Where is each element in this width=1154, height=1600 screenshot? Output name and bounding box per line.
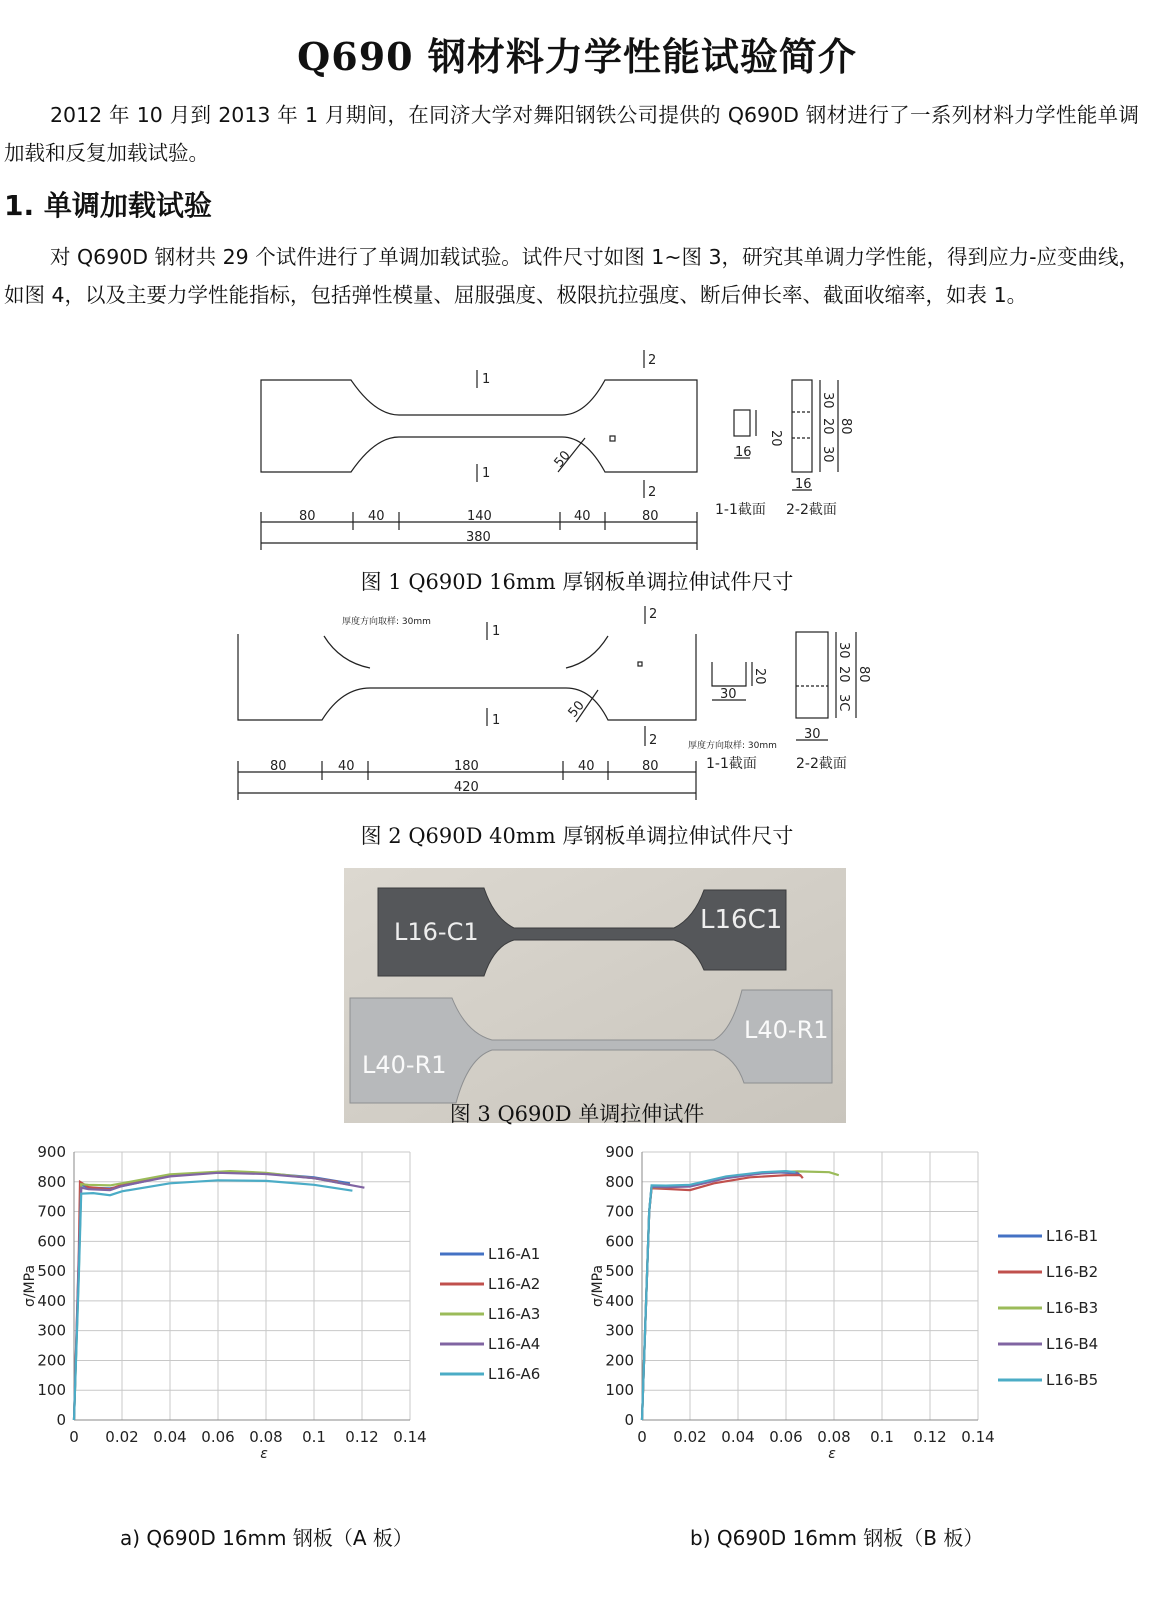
fig1-sec2-label: 2-2截面 xyxy=(786,502,837,518)
legend-label: L16-A2 xyxy=(488,1275,541,1293)
x-tick-label: 0.06 xyxy=(201,1428,235,1446)
x-tick-label: 0.1 xyxy=(870,1428,894,1446)
fig2-sec2-h: 3C xyxy=(836,694,851,712)
fig2-note-2: 厚度方向取样: 30mm xyxy=(688,741,777,751)
figure-1-caption: 图 1 Q690D 16mm 厚钢板单调拉伸试件尺寸 xyxy=(360,570,794,594)
fig1-sec2-h: 30 xyxy=(820,392,835,409)
x-tick-label: 0.08 xyxy=(249,1428,283,1446)
photo-label: L40-R1 xyxy=(744,1016,829,1044)
y-tick-label: 0 xyxy=(624,1411,634,1429)
figure-1-drawing xyxy=(250,350,900,560)
photo-label: L40-R1 xyxy=(362,1051,447,1079)
series-line xyxy=(74,1173,364,1420)
y-tick-label: 0 xyxy=(56,1411,66,1429)
y-tick-label: 500 xyxy=(605,1262,634,1281)
y-tick-label: 100 xyxy=(605,1381,634,1400)
stress-strain-chart-b xyxy=(578,1140,1138,1510)
y-tick-label: 200 xyxy=(605,1351,634,1370)
fig2-dim: 80 xyxy=(642,759,659,774)
fig1-dim: 80 xyxy=(299,509,316,524)
series-line xyxy=(74,1180,352,1420)
y-tick-label: 500 xyxy=(37,1262,66,1281)
legend-label: L16-B5 xyxy=(1046,1371,1099,1389)
series-line xyxy=(642,1171,839,1420)
intro-paragraph: 2012 年 10 月到 2013 年 1 月期间，在同济大学对舞阳钢铁公司提供的 Q690D 钢材进行了一系列材料力学性能单调加载和反复加载试验。 xyxy=(4,103,1139,165)
x-tick-label: 0.06 xyxy=(769,1428,803,1446)
y-tick-label: 800 xyxy=(605,1172,634,1191)
x-tick-label: 0.14 xyxy=(393,1428,427,1446)
legend-label: L16-A4 xyxy=(488,1335,541,1353)
fig2-dim: 40 xyxy=(578,759,595,774)
y-tick-label: 400 xyxy=(37,1291,66,1310)
y-tick-label: 100 xyxy=(37,1381,66,1400)
figure-4b-caption: b) Q690D 16mm 钢板（B 板） xyxy=(690,1526,984,1550)
photo-label: L16-C1 xyxy=(394,918,479,946)
fig1-sec1-label: 1-1截面 xyxy=(715,502,766,518)
series-line xyxy=(74,1172,338,1420)
fig1-section-mark-1b: 1 xyxy=(482,466,491,481)
fig1-total: 380 xyxy=(466,530,491,545)
fig2-sec2-h: 20 xyxy=(836,666,851,683)
x-tick-label: 0.08 xyxy=(817,1428,851,1446)
specimen-photo xyxy=(344,868,846,1123)
series-line xyxy=(642,1172,798,1420)
legend-label: L16-B4 xyxy=(1046,1335,1099,1353)
legend-label: L16-B3 xyxy=(1046,1299,1099,1317)
fig1-section-mark-2b: 2 xyxy=(648,485,657,500)
y-tick-label: 700 xyxy=(605,1202,634,1221)
series-line xyxy=(74,1172,350,1420)
fig1-sec2-h: 30 xyxy=(820,446,835,463)
x-tick-label: 0.02 xyxy=(673,1428,707,1446)
fig2-sec2-total: 80 xyxy=(856,666,871,683)
fig2-sec2-label: 2-2截面 xyxy=(796,756,847,772)
y-tick-label: 300 xyxy=(37,1321,66,1340)
page-title: Q690 钢材料力学性能试验简介 xyxy=(297,34,857,79)
x-tick-label: 0.12 xyxy=(345,1428,379,1446)
fig1-sec2-w: 16 xyxy=(795,477,812,492)
fig2-dim: 80 xyxy=(270,759,287,774)
stress-strain-chart-a xyxy=(10,1140,570,1510)
legend-label: L16-A3 xyxy=(488,1305,541,1323)
x-tick-label: 0.12 xyxy=(913,1428,947,1446)
figure-4a-caption: a) Q690D 16mm 钢板（A 板） xyxy=(120,1526,413,1550)
fig2-section-mark-2a: 2 xyxy=(649,607,658,622)
fig2-sec2-h: 30 xyxy=(836,642,851,659)
photo-label: L16C1 xyxy=(700,905,783,935)
x-tick-label: 0 xyxy=(637,1428,647,1446)
fig2-sec2-w: 30 xyxy=(804,727,821,742)
fig1-sec1-h: 20 xyxy=(768,430,783,447)
y-tick-label: 600 xyxy=(605,1232,634,1251)
y-tick-label: 700 xyxy=(37,1202,66,1221)
x-tick-label: 0 xyxy=(69,1428,79,1446)
x-axis-label: ε xyxy=(260,1446,268,1462)
legend-label: L16-A6 xyxy=(488,1365,541,1383)
x-tick-label: 0.04 xyxy=(721,1428,755,1446)
x-axis-label: ε xyxy=(828,1446,836,1462)
fig1-dim: 40 xyxy=(574,509,591,524)
fig1-sec1-w: 16 xyxy=(735,445,752,460)
fig1-dim: 80 xyxy=(642,509,659,524)
fig2-section-mark-1a: 1 xyxy=(492,624,501,639)
fig1-dim: 40 xyxy=(368,509,385,524)
y-tick-label: 400 xyxy=(605,1291,634,1310)
fig1-radius: 50 xyxy=(551,448,574,471)
y-tick-label: 200 xyxy=(37,1351,66,1370)
fig2-total: 420 xyxy=(454,780,479,795)
fig1-dim: 140 xyxy=(467,509,492,524)
fig2-radius: 50 xyxy=(565,698,588,721)
y-tick-label: 300 xyxy=(605,1321,634,1340)
figure-3-caption: 图 3 Q690D 单调拉伸试件 xyxy=(449,1102,705,1126)
y-tick-label: 600 xyxy=(37,1232,66,1251)
fig2-sec1-h: 20 xyxy=(752,668,767,685)
fig1-section-mark-1a: 1 xyxy=(482,372,491,387)
x-tick-label: 0.14 xyxy=(961,1428,995,1446)
fig2-sec1-label: 1-1截面 xyxy=(706,756,757,772)
series-line xyxy=(74,1171,350,1420)
y-tick-label: 800 xyxy=(37,1172,66,1191)
fig1-sec2-h: 20 xyxy=(820,418,835,435)
fig2-sec1-w: 30 xyxy=(720,687,737,702)
fig2-section-mark-2b: 2 xyxy=(649,733,658,748)
fig2-section-mark-1b: 1 xyxy=(492,713,501,728)
y-axis-label: σ/MPa xyxy=(590,1264,606,1308)
series-line xyxy=(642,1172,800,1420)
fig1-section-mark-2a: 2 xyxy=(648,353,657,368)
legend-label: L16-A1 xyxy=(488,1245,541,1263)
fig2-dim: 180 xyxy=(454,759,479,774)
section-heading: 1. 单调加载试验 xyxy=(4,189,212,222)
y-tick-label: 900 xyxy=(37,1143,66,1161)
fig2-note: 厚度方向取样: 30mm xyxy=(342,617,431,627)
x-tick-label: 0.04 xyxy=(153,1428,187,1446)
section-body: 对 Q690D 钢材共 29 个试件进行了单调加载试验。试件尺寸如图 1~图 3，研究其单调力学性能，得到应力-应变曲线，如图 4，以及主要力学性能指标，包括弹性模量、屈服强度、极限抗拉强度、断后伸长率、截面收缩率，如表 1。 xyxy=(4,245,1139,307)
fig1-sec2-total: 80 xyxy=(838,418,853,435)
legend-label: L16-B1 xyxy=(1046,1227,1099,1245)
y-tick-label: 900 xyxy=(605,1143,634,1161)
figure-2-caption: 图 2 Q690D 40mm 厚钢板单调拉伸试件尺寸 xyxy=(360,824,794,848)
fig2-dim: 40 xyxy=(338,759,355,774)
series-line xyxy=(642,1171,796,1420)
figure-2-drawing xyxy=(230,606,900,816)
x-tick-label: 0.02 xyxy=(105,1428,139,1446)
y-axis-label: σ/MPa xyxy=(22,1264,38,1308)
x-tick-label: 0.1 xyxy=(302,1428,326,1446)
legend-label: L16-B2 xyxy=(1046,1263,1099,1281)
